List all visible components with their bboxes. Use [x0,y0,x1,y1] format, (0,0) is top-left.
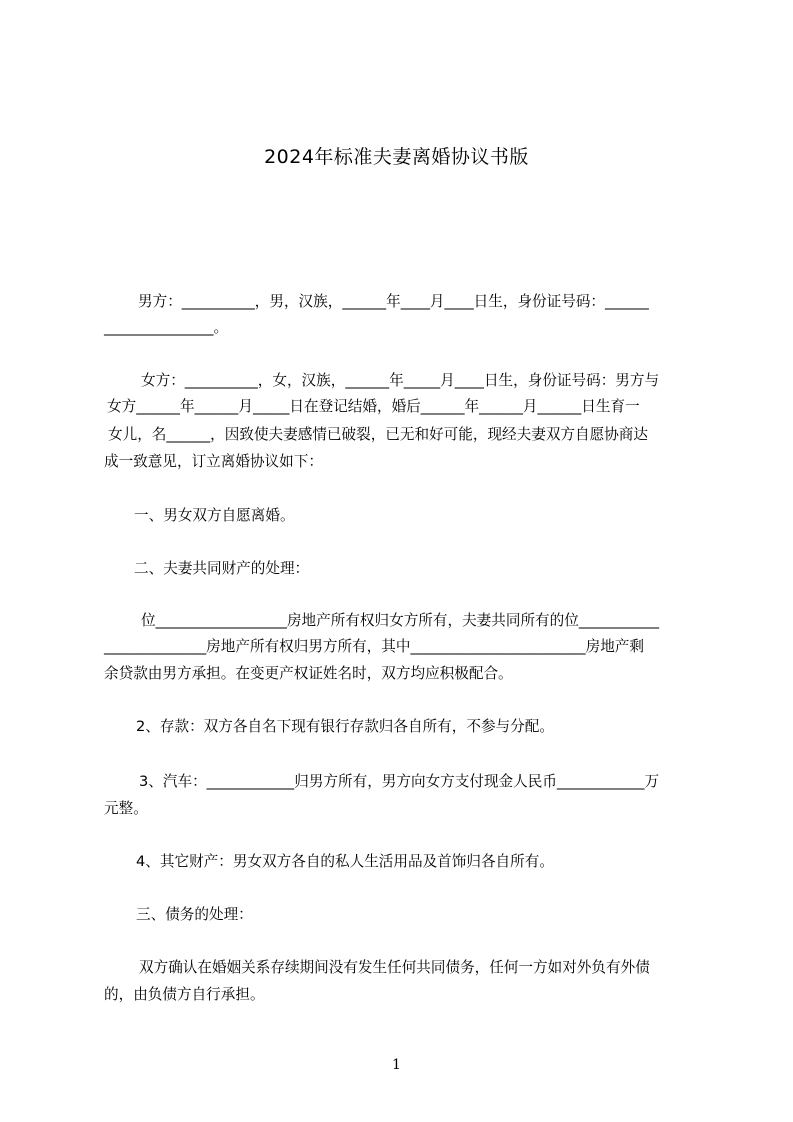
document-title: 2024年标准夫妻离婚协议书版 [264,146,529,168]
text-line: _______________。 [104,319,229,336]
text-line: 女儿，名______，因致使夫妻感情已破裂，已无和好可能，现经夫妻双方自愿协商达 [108,426,648,443]
section-heading: 三、债务的处理： [136,906,253,923]
text-line: 元整。 [104,800,148,817]
text-line: 男方：__________，男，汉族，______年____月____日生，身份证号码：______ [138,293,649,310]
text-line: 余贷款由男方承担。在变更产权证姓名时，双方均应积极配合。 [104,665,513,682]
page-number: 1 [392,1057,401,1073]
section-heading: 二、夫妻共同财产的处理： [134,560,310,577]
text-line: 双方确认在婚姻关系存续期间没有发生任何共同债务，任何一方如对外负有外债 [139,959,650,976]
text-line: 位__________________房地产所有权归女方所有，夫妻共同所有的位___________ [141,612,660,629]
text-line: 成一致意见，订立离婚协议如下： [104,453,323,470]
text-line: 的，由负债方自行承担。 [104,986,265,1003]
text-line: 女方：__________，女，汉族，______年_____月____日生，身份证号码：男方与 [141,372,660,389]
text-line: 2、存款：双方各自名下现有银行存款归各自所有，不参与分配。 [136,718,554,735]
text-line: 3、汽车：____________归男方所有，男方向女方支付现金人民币____________万 [139,773,660,790]
text-line: 女方______年______月_____日在登记结婚，婚后______年______月______日生育一 [107,398,640,415]
text-line: 4、其它财产：男女双方各自的私人生活用品及首饰归各自所有。 [136,853,554,870]
text-line: ______________房地产所有权归男方所有，其中________________________房地产剩 [104,638,644,655]
section-heading: 一、男女双方自愿离婚。 [134,507,295,524]
